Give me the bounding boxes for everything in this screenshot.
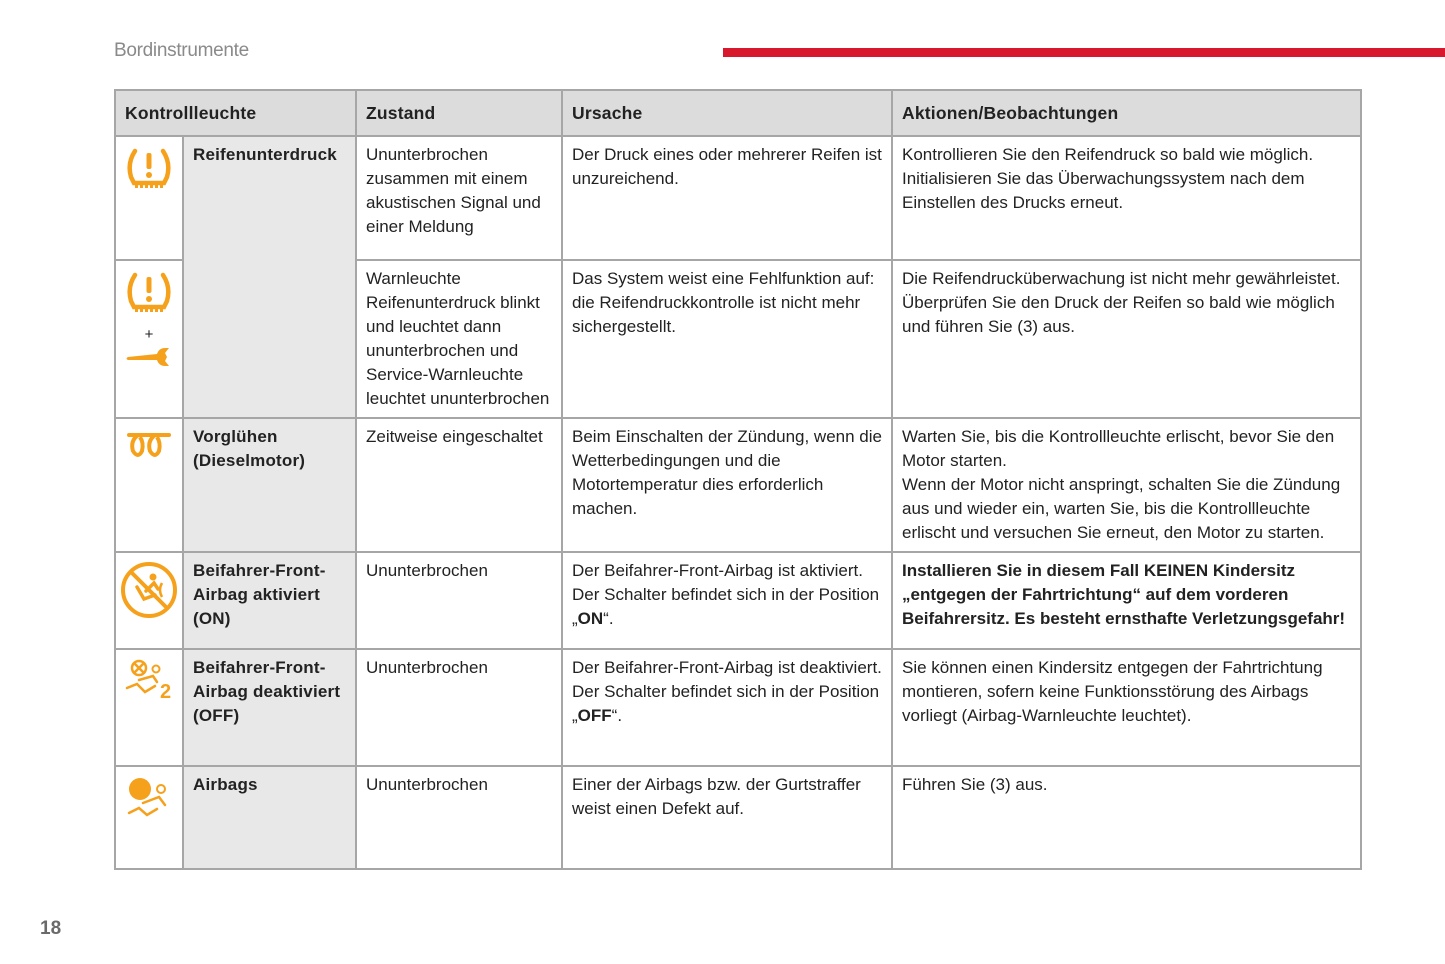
switch-position: OFF bbox=[577, 706, 612, 725]
aktionen-cell: Sie können einen Kindersitz entgegen der Fahrtrichtung montieren, sofern keine Funktionsstörung des Airbags vorliegt (Airbag-Warnleuchte leuchtet). bbox=[892, 649, 1361, 766]
section-title: Bordinstrumente bbox=[114, 40, 249, 61]
aktion-line: Die Reifendrucküberwachung ist nicht mehr gewährleistet. bbox=[902, 269, 1341, 288]
aktion-line: Warten Sie, bis die Kontrollleuchte erlischt, bevor Sie den Motor starten. bbox=[902, 427, 1335, 470]
header-accent-bar bbox=[723, 48, 1445, 57]
column-header-zustand: Zustand bbox=[356, 90, 562, 136]
zustand-cell: Ununterbrochen bbox=[356, 552, 562, 649]
table-row bbox=[115, 766, 1361, 869]
icon-cell bbox=[115, 260, 183, 418]
ursache-line: Der Schalter befindet sich in der Position „ON“. bbox=[572, 585, 880, 628]
light-name: Beifahrer-Front-Airbag deaktiviert (OFF) bbox=[183, 649, 356, 766]
light-name: Reifenunterdruck bbox=[183, 136, 356, 418]
ursache-line: Der Beifahrer-Front-Airbag ist aktiviert. bbox=[572, 561, 863, 580]
zustand-cell: Ununterbrochen bbox=[356, 649, 562, 766]
glow-plug-icon bbox=[126, 427, 172, 461]
zustand-cell: Ununterbrochen bbox=[356, 766, 562, 869]
service-wrench-icon bbox=[125, 346, 173, 368]
svg-text:2: 2 bbox=[160, 681, 172, 702]
ursache-cell bbox=[562, 552, 892, 649]
tire-pressure-warning-icon bbox=[125, 145, 173, 193]
table-row bbox=[115, 649, 1361, 766]
ursache-cell: Das System weist eine Fehlfunktion auf: die Reifendruckkontrolle ist nicht mehr sichergestellt. bbox=[562, 260, 892, 418]
table-row bbox=[115, 552, 1361, 649]
icon-cell bbox=[115, 552, 183, 649]
aktion-line: Kontrollieren Sie den Reifendruck so bald wie möglich. bbox=[902, 145, 1314, 164]
passenger-airbag-on-icon bbox=[120, 561, 178, 619]
ursache-cell: Der Druck eines oder mehrerer Reifen ist unzureichend. bbox=[562, 136, 892, 260]
table-row bbox=[115, 136, 1361, 260]
column-header-ursache: Ursache bbox=[562, 90, 892, 136]
page-number: 18 bbox=[40, 918, 62, 939]
ursache-cell bbox=[562, 649, 892, 766]
aktionen-cell bbox=[892, 136, 1361, 260]
column-header-aktionen: Aktionen/Beobachtungen bbox=[892, 90, 1361, 136]
ursache-cell: Beim Einschalten der Zündung, wenn die Wetterbedingungen und die Motortemperatur dies erforderlich machen. bbox=[562, 418, 892, 552]
table-row bbox=[115, 418, 1361, 552]
aktion-line: Überprüfen Sie den Druck der Reifen so bald wie möglich und führen Sie (3) aus. bbox=[902, 293, 1335, 336]
icon-cell bbox=[115, 136, 183, 260]
icon-cell bbox=[115, 418, 183, 552]
icon-cell bbox=[115, 766, 183, 869]
switch-position: ON bbox=[577, 609, 604, 628]
zustand-cell: Zeitweise eingeschaltet bbox=[356, 418, 562, 552]
warning-lights-table bbox=[114, 89, 1362, 870]
plus-sign: + bbox=[144, 326, 154, 343]
table-header-row bbox=[115, 90, 1361, 136]
zustand-cell: Ununterbrochen zusammen mit einem akustischen Signal und einer Meldung bbox=[356, 136, 562, 260]
zustand-cell: Warnleuchte Reifenunterdruck blinkt und leuchtet dann ununterbrochen und Service-Warnleuchte leuchtet ununterbrochen bbox=[356, 260, 562, 418]
airbag-icon bbox=[125, 775, 173, 819]
aktionen-cell bbox=[892, 260, 1361, 418]
aktionen-cell: Installieren Sie in diesem Fall KEINEN Kindersitz „entgegen der Fahrtrichtung“ auf dem vorderen Beifahrersitz. Es besteht ernsthafte Verletzungsgefahr! bbox=[892, 552, 1361, 649]
aktionen-cell bbox=[892, 418, 1361, 552]
tire-pressure-warning-icon bbox=[125, 269, 173, 317]
light-name: Beifahrer-Front-Airbag aktiviert (ON) bbox=[183, 552, 356, 649]
ursache-line: Der Schalter befindet sich in der Position „OFF“. bbox=[572, 682, 880, 725]
aktionen-cell: Führen Sie (3) aus. bbox=[892, 766, 1361, 869]
column-header-kontrollleuchte: Kontrollleuchte bbox=[115, 90, 356, 136]
aktion-line: Wenn der Motor nicht anspringt, schalten Sie die Zündung aus und wieder ein, warten Sie, bis die Kontrollleuchte erlischt und versuchen Sie erneut, den Motor zu starten. bbox=[902, 475, 1341, 542]
icon-cell bbox=[115, 649, 183, 766]
light-name: Airbags bbox=[183, 766, 356, 869]
passenger-airbag-off-icon bbox=[123, 658, 175, 702]
aktion-line: Initialisieren Sie das Überwachungssystem nach dem Einstellen des Drucks erneut. bbox=[902, 169, 1305, 212]
ursache-cell: Einer der Airbags bzw. der Gurtstraffer weist einen Defekt auf. bbox=[562, 766, 892, 869]
light-name: Vorglühen (Dieselmotor) bbox=[183, 418, 356, 552]
ursache-line: Der Beifahrer-Front-Airbag ist deaktiviert. bbox=[572, 658, 882, 677]
